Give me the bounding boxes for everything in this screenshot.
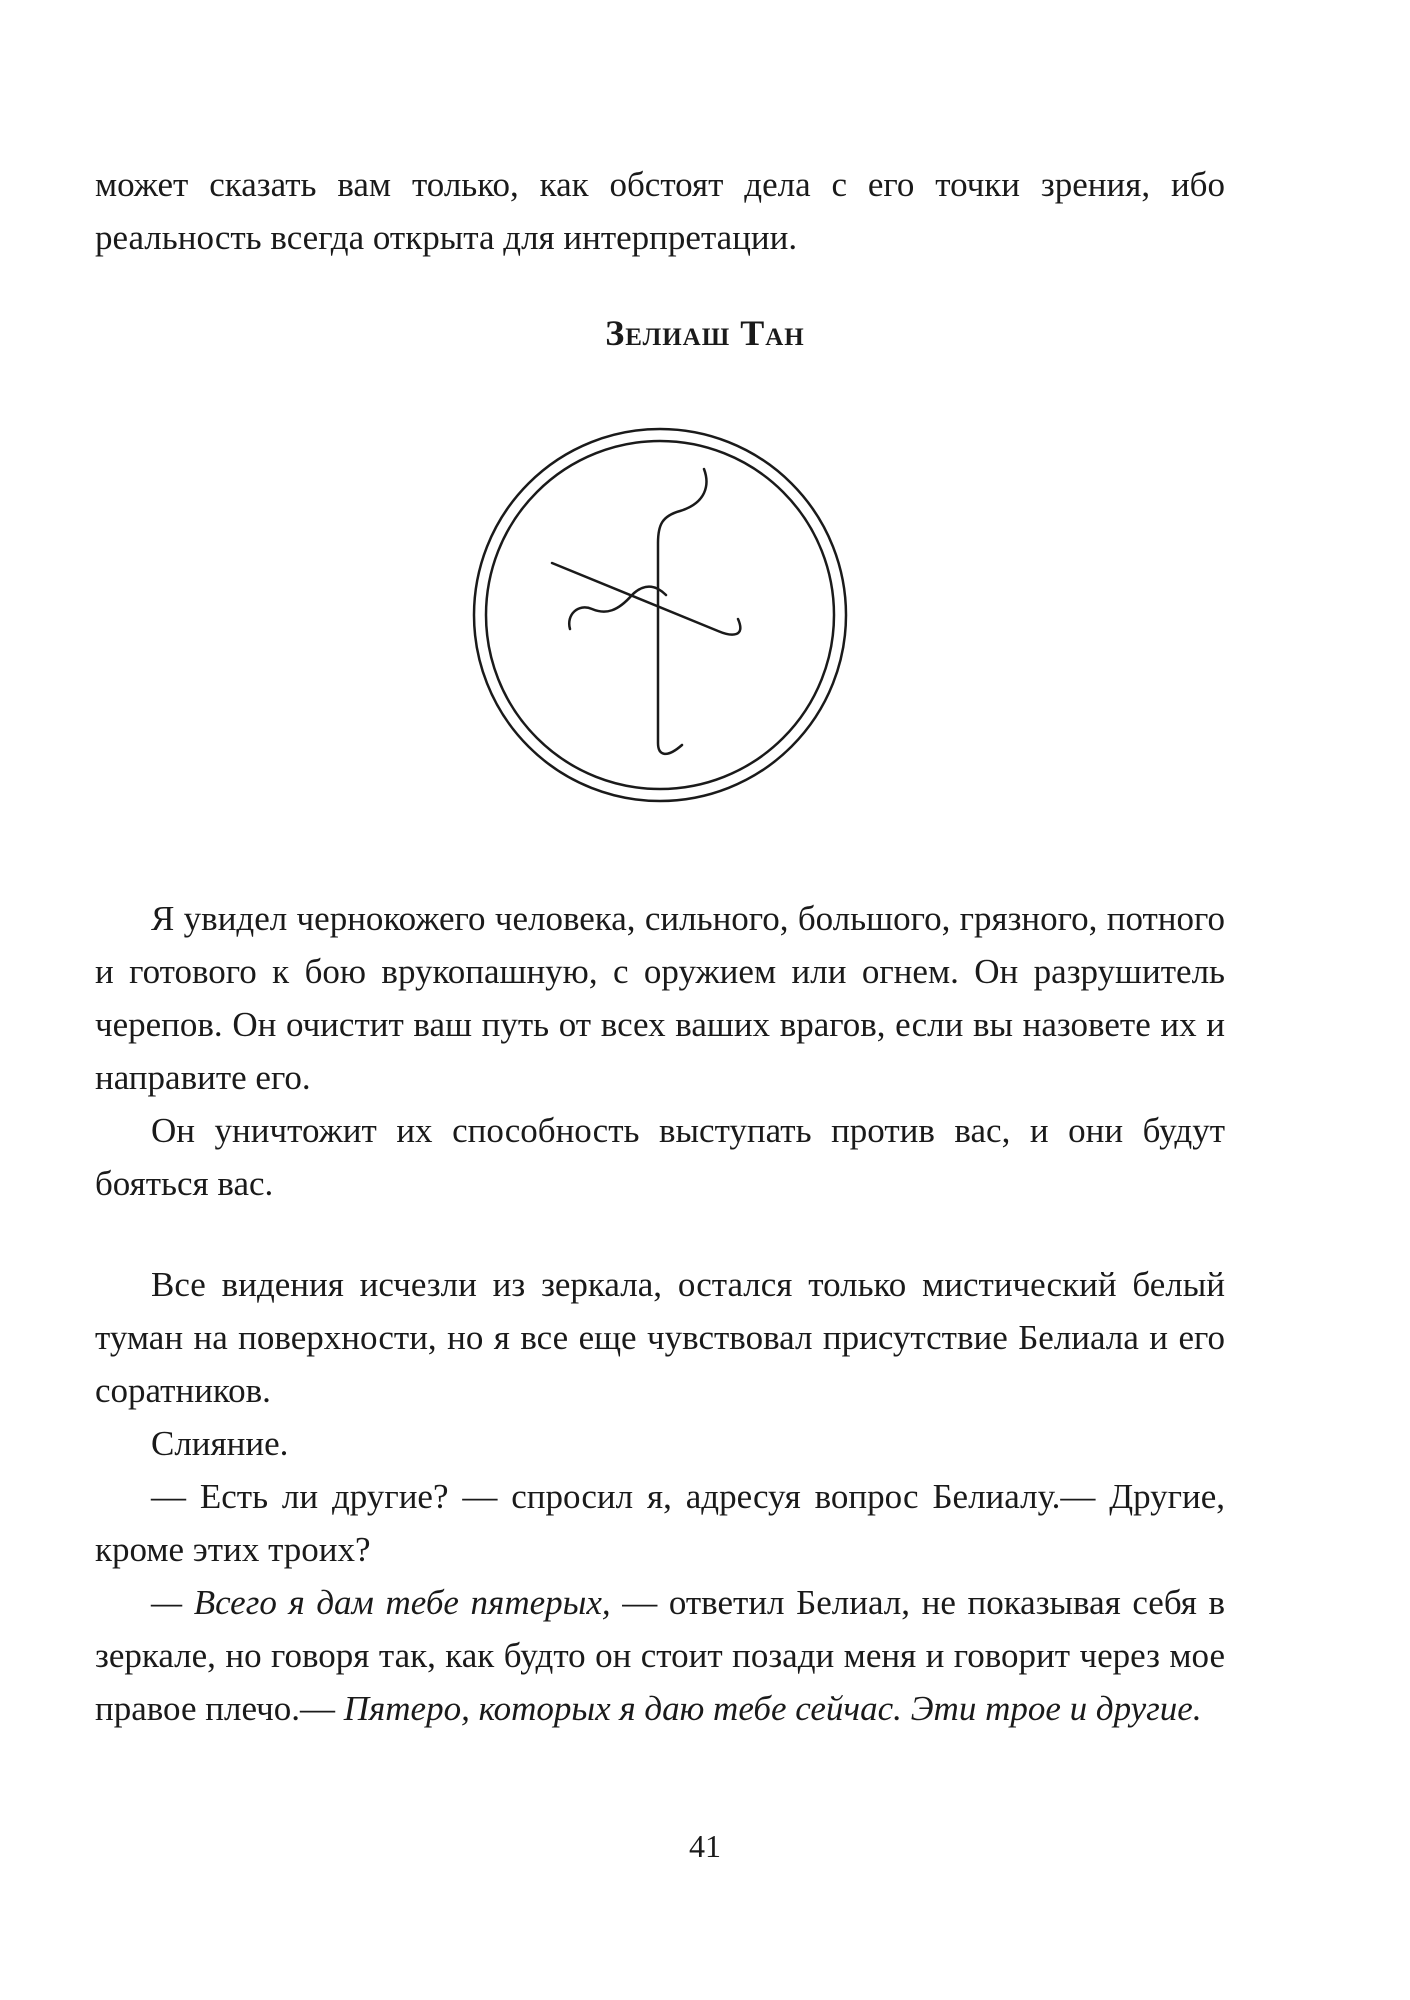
opening-line-1: может сказать вам только, как обстоят дела с его точки зрения, ибо (95, 165, 1225, 204)
italic-quote: — Всего я дам тебе пятерых, (151, 1583, 611, 1622)
paragraph: Все видения исчезли из зеркала, остался только мистический белый туман на поверхности, но я все еще чувствовал присутствие Белиала и его соратников. (95, 1265, 1225, 1410)
zeliash-tan-sigil-icon (470, 425, 850, 805)
italic-quote: Пятеро, которых я даю тебе сейчас. Эти трое и другие. (343, 1689, 1202, 1728)
section-heading: Зелиаш Тан (605, 313, 805, 353)
section-1 (95, 892, 1225, 1210)
section-2 (95, 1258, 1225, 1735)
paragraph: Он уничтожит их способность выступать против вас, и они будут бояться вас. (95, 1111, 1225, 1203)
opening-line-2: реальность всегда открыта для интерпретации. (95, 218, 798, 257)
opening-paragraph (95, 158, 1225, 264)
paragraph (95, 1576, 1225, 1735)
paragraph: Слияние. (151, 1424, 289, 1463)
paragraph: — Есть ли другие? — спросил я, адресуя вопрос Белиалу.— Другие, кроме этих троих? (95, 1477, 1225, 1569)
page-number: 41 (689, 1828, 721, 1864)
paragraph: Я увидел чернокожего человека, сильного, большого, грязного, потного и готового к бою врукопашную, с оружием или огнем. Он разрушитель черепов. Он очистит ваш путь от всех ваших врагов, если вы назовете их и направите его. (95, 899, 1225, 1097)
plain-text: — ответил Белиал, не показывая себя в зеркале, но говоря так, как будто он стоит позади меня и говорит через мое правое плечо.— (95, 1583, 1225, 1728)
